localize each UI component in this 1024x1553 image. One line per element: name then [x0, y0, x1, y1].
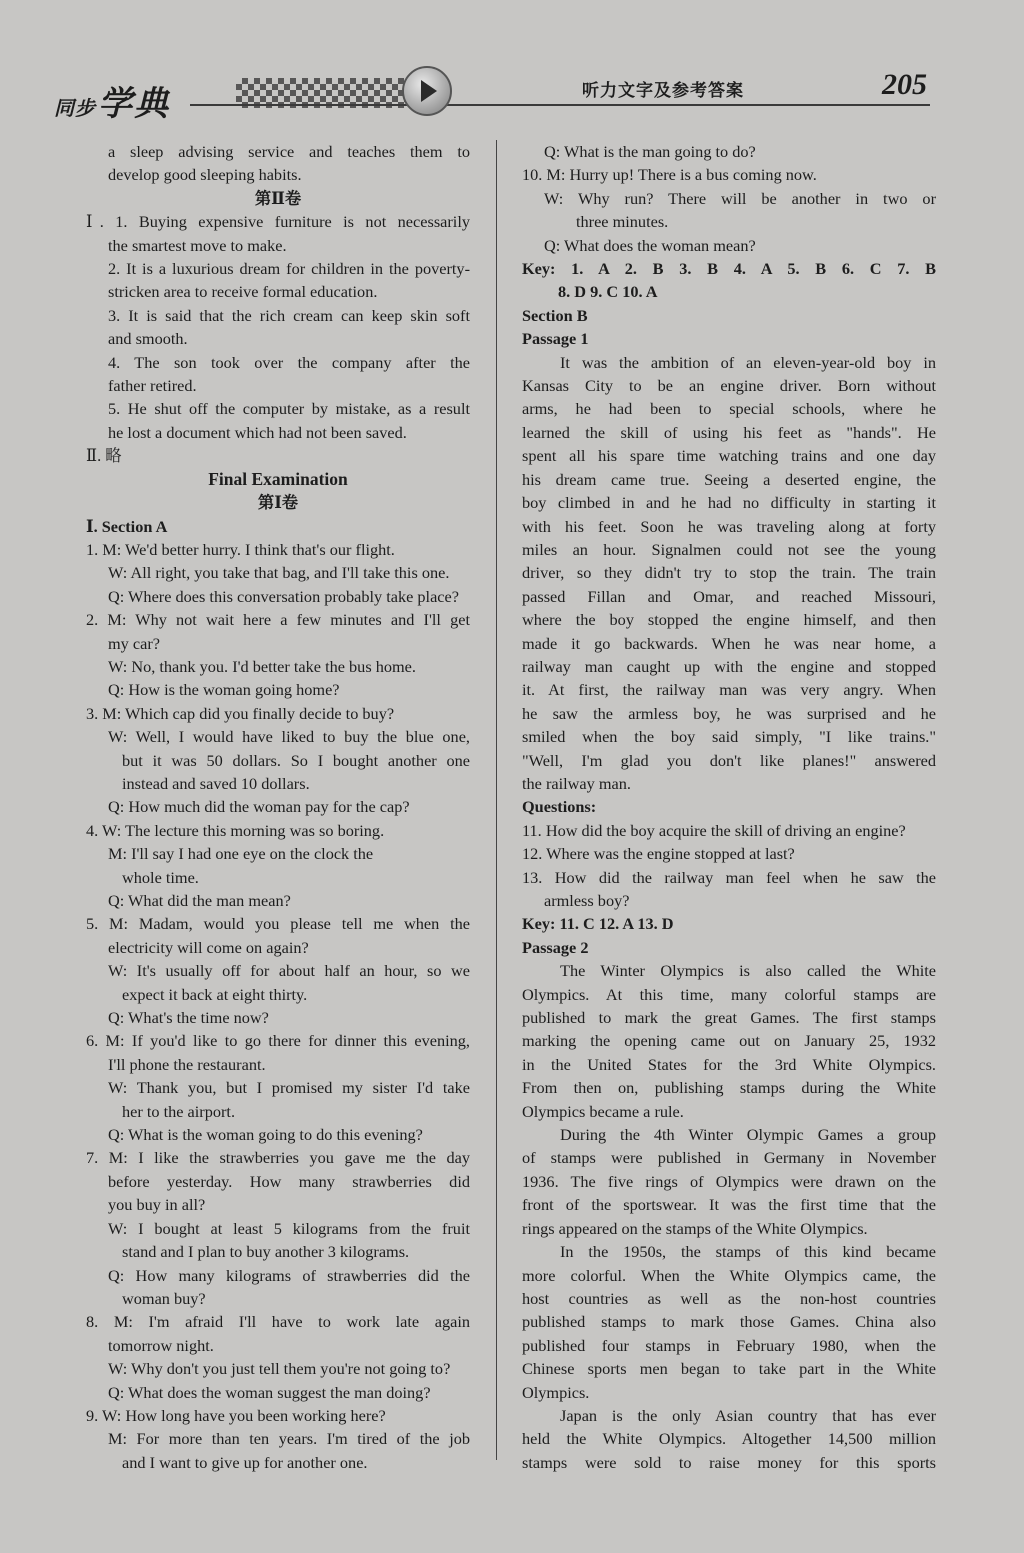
text-line: Passage 1	[522, 329, 589, 349]
text-line: you buy in all?	[108, 1195, 206, 1215]
brand-small: 同步	[54, 96, 96, 120]
brand-big: 学典	[98, 84, 170, 124]
text-line: Section B	[522, 305, 588, 325]
text-line: 2. It is a luxurious dream for children in the poverty-	[108, 259, 470, 279]
text-line: father retired.	[108, 376, 197, 396]
text-line: The Winter Olympics is also called the White	[560, 961, 936, 981]
page-number: 205	[882, 68, 927, 101]
text-line: expect it back at eight thirty.	[122, 984, 308, 1004]
text-line: Q: How much did the woman pay for the cap?	[108, 797, 410, 817]
text-line: Q: How is the woman going home?	[108, 680, 340, 700]
text-line: the smartest move to make.	[108, 235, 287, 255]
text-line: driver, so they didn't try to stop the train. The train	[522, 563, 936, 583]
text-line: Q: Where does this conversation probably take place?	[108, 586, 459, 606]
text-line: stand and I plan to buy another 3 kilograms.	[122, 1242, 410, 1262]
text-line: Questions:	[522, 797, 597, 817]
text-line: made it go backwards. When he was near home, a	[522, 633, 936, 653]
text-line: Q: What did the man mean?	[108, 891, 291, 910]
text-line: a sleep advising service and teaches them to	[108, 142, 470, 161]
text-line: arms, he had been to special schools, where he	[522, 399, 936, 419]
text-line: stricken area to receive formal education.	[108, 282, 378, 302]
text-line: stamps were sold to raise money for this sports	[522, 1452, 936, 1472]
text-line: published to mark the great Games. The first stamps	[522, 1008, 936, 1028]
text-line: M: I'll say I had one eye on the clock the	[108, 844, 374, 864]
text-line: It was the ambition of an eleven-year-old boy in	[560, 352, 936, 372]
text-line: W: No, thank you. I'd better take the bus home.	[108, 656, 416, 676]
column-divider	[496, 140, 497, 1460]
text-line: Olympics. At this time, many colorful stamps are	[522, 984, 936, 1004]
text-line: armless boy?	[544, 891, 630, 910]
text-line: he lost a document which had not been saved.	[108, 422, 407, 442]
text-line: W: Thank you, but I promised my sister I'd take	[108, 1078, 470, 1098]
text-line: Q: What does the woman mean?	[544, 235, 756, 255]
text-line: before yesterday. How many strawberries did	[108, 1171, 470, 1191]
text-line: his dream came true. Seeing a deserted engine, the	[522, 469, 936, 489]
text-line: Passage 2	[522, 937, 589, 957]
text-line: front of the sportswear. It was the first time that the	[522, 1195, 936, 1215]
text-line: develop good sleeping habits.	[108, 165, 302, 185]
text-line: rings appeared on the stamps of the White Olympics.	[522, 1218, 868, 1238]
text-line: electricity will come on again?	[108, 937, 309, 957]
text-line: but it was 50 dollars. So I bought another one	[122, 750, 470, 770]
text-line: host countries as well as the non-host countries	[522, 1288, 936, 1308]
text-line: Japan is the only Asian country that has ever	[560, 1405, 936, 1425]
text-line: 7. M: I like the strawberries you gave me the day	[86, 1148, 470, 1168]
text-line: In the 1950s, the stamps of this kind became	[560, 1242, 936, 1262]
text-line: 11. How did the boy acquire the skill of driving an engine?	[522, 820, 906, 840]
text-line: 第Ⅱ卷	[254, 188, 302, 208]
text-line: Olympics.	[522, 1382, 590, 1402]
text-line: three minutes.	[576, 212, 669, 232]
page-header	[40, 62, 940, 122]
text-line: Key: 11. C 12. A 13. D	[522, 914, 674, 934]
text-line: smiled when the boy said simply, "I like trains."	[522, 727, 936, 747]
text-line: boy climbed in and he had no difficulty in starting it	[522, 493, 936, 513]
text-line: W: All right, you take that bag, and I'll take this one.	[108, 563, 450, 583]
text-line: I'll phone the restaurant.	[108, 1054, 266, 1074]
text-line: and I want to give up for another one.	[122, 1452, 368, 1472]
text-line: railway man caught up with the engine and stopped	[522, 656, 936, 676]
text-line: Q: How many kilograms of strawberries did the	[108, 1265, 470, 1285]
text-line: W: Why don't you just tell them you're not going to?	[108, 1359, 451, 1379]
text-line: 3. It is said that the rich cream can keep skin soft	[108, 305, 470, 325]
header-rule	[190, 104, 930, 106]
text-line: 第Ⅰ卷	[257, 493, 299, 513]
text-line: Key: 1. A 2. B 3. B 4. A 5. B 6. C 7. B	[522, 259, 936, 279]
brand-logo	[54, 76, 170, 125]
text-line: miles an hour. Signalmen could not see the young	[522, 539, 936, 559]
text-line: 4. W: The lecture this morning was so boring.	[86, 820, 385, 840]
text-line: 5. M: Madam, would you please tell me when the	[86, 914, 470, 934]
text-line: Final Examination	[208, 468, 348, 489]
text-line: 1. M: We'd better hurry. I think that's our flight.	[86, 539, 395, 559]
text-line: M: For more than ten years. I'm tired of the job	[108, 1429, 470, 1449]
text-line: 4. The son took over the company after the	[108, 352, 470, 372]
text-line: woman buy?	[122, 1288, 206, 1308]
text-line: published stamps to mark those Games. China also	[522, 1312, 936, 1332]
text-line: Chinese sports men began to take part in the White	[522, 1359, 936, 1379]
right-column	[522, 140, 936, 1474]
text-line: passed Fillan and Omar, and reached Missouri,	[522, 586, 936, 606]
text-line: Q: What's the time now?	[108, 1008, 269, 1028]
text-line: published four stamps in February 1980, when the	[522, 1335, 936, 1355]
text-line: her to the airport.	[122, 1101, 236, 1121]
text-line: the railway man.	[522, 773, 631, 793]
text-line: my car?	[108, 633, 160, 653]
text-line: 2. M: Why not wait here a few minutes and I'll get	[86, 610, 470, 630]
text-line: W: Well, I would have liked to buy the blue one,	[108, 727, 470, 747]
text-line: where the boy stopped the engine himself, and then	[522, 610, 936, 630]
text-line: W: I bought at least 5 kilograms from the fruit	[108, 1218, 470, 1238]
text-line: Q: What does the woman suggest the man doing?	[108, 1382, 431, 1402]
text-line: From then on, publishing stamps during the White	[522, 1078, 936, 1098]
header-title: 听力文字及参考答案	[582, 81, 744, 101]
play-icon	[402, 66, 452, 116]
text-line: 3. M: Which cap did you finally decide to buy?	[86, 703, 395, 723]
text-line: 8. M: I'm afraid I'll have to work late again	[86, 1312, 470, 1332]
text-line: 13. How did the railway man feel when he saw the	[522, 867, 936, 887]
text-line: it. At first, the railway man was very angry. When	[522, 680, 936, 700]
text-line: Kansas City to be an engine driver. Born without	[522, 376, 936, 396]
text-line: 10. M: Hurry up! There is a bus coming now.	[522, 165, 817, 185]
text-line: 5. He shut off the computer by mistake, as a result	[108, 399, 470, 419]
text-line: 9. W: How long have you been working here?	[86, 1405, 386, 1425]
text-line: 12. Where was the engine stopped at last?	[522, 844, 795, 864]
text-line: 1936. The five rings of Olympics were drawn on the	[522, 1171, 936, 1191]
text-line: During the 4th Winter Olympic Games a group	[560, 1125, 936, 1145]
text-line: Ⅱ. 略	[86, 446, 122, 466]
text-line: with his feet. Soon he was traveling along at forty	[522, 516, 936, 536]
text-line: of stamps were published in Germany in November	[522, 1148, 936, 1168]
text-line: Ⅰ. 1. Buying expensive furniture is not necessarily	[86, 212, 470, 232]
text-line: in the United States for the 3rd White Olympics.	[522, 1054, 936, 1074]
text-line: marking the opening came out on January 25, 1932	[522, 1031, 936, 1051]
text-line: spent all his spare time watching trains and one day	[522, 446, 936, 466]
text-line: tomorrow night.	[108, 1335, 214, 1355]
text-line: 6. M: If you'd like to go there for dinner this evening,	[86, 1031, 470, 1051]
text-line: "Well, I'm glad you don't like planes!" answered	[522, 750, 936, 770]
text-line: held the White Olympics. Altogether 14,500 million	[522, 1429, 936, 1449]
text-line: he saw the armless boy, he was surprised and he	[522, 703, 936, 723]
left-column	[86, 140, 470, 1474]
text-line: W: Why run? There will be another in two or	[544, 188, 936, 208]
text-line: W: It's usually off for about half an hour, so we	[108, 961, 470, 981]
text-line: 8. D 9. C 10. A	[558, 282, 658, 302]
text-line: learned the skill of using his feet as "hands". He	[522, 422, 936, 442]
text-line: Olympics became a rule.	[522, 1101, 684, 1121]
text-line: more colorful. When the White Olympics came, the	[522, 1265, 936, 1285]
text-line: instead and saved 10 dollars.	[122, 773, 310, 793]
text-line: Q: What is the woman going to do this evening?	[108, 1125, 423, 1145]
text-line: and smooth.	[108, 329, 188, 349]
text-line: Q: What is the man going to do?	[544, 142, 756, 161]
text-line: Ⅰ. Section A	[86, 516, 168, 536]
text-line: whole time.	[122, 867, 199, 887]
